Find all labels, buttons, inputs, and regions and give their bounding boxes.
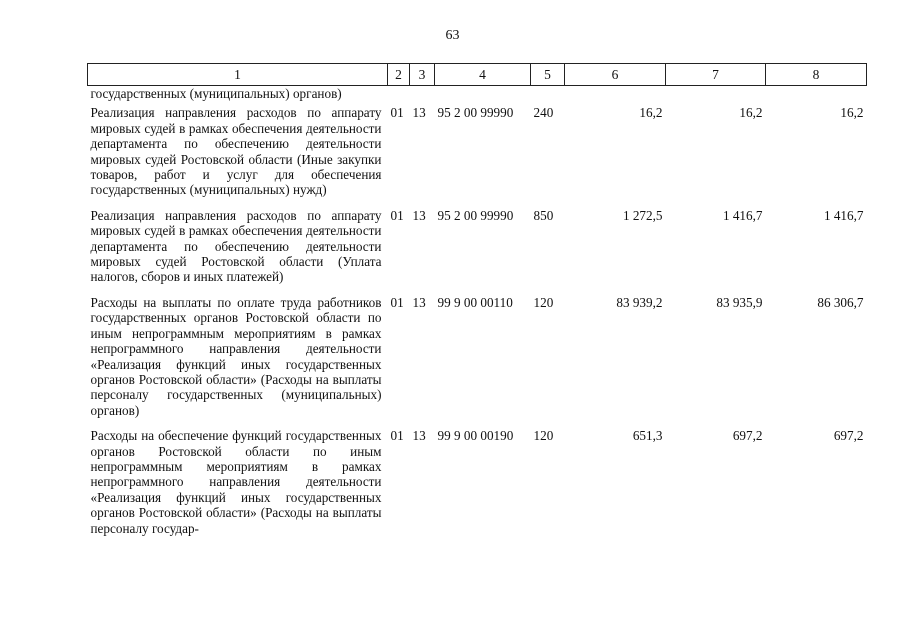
row-subsection: 13 <box>412 428 426 444</box>
continuation-row <box>88 86 867 102</box>
row-subsection: 13 <box>412 294 426 310</box>
row-amount-8: 86 306,7 <box>817 294 864 310</box>
budget-table <box>87 63 867 542</box>
row-expense-type: 850 <box>533 207 554 223</box>
table-row <box>88 291 867 424</box>
header-col-2: 2 <box>388 64 410 86</box>
row-section: 01 <box>390 294 404 310</box>
row-amount-7: 83 935,9 <box>716 294 763 310</box>
row-target-code: 99 9 00 00190 <box>437 428 514 444</box>
row-section: 01 <box>390 428 404 444</box>
table-row <box>88 101 867 203</box>
row-expense-type: 120 <box>533 294 554 310</box>
row-amount-8: 697,2 <box>833 428 864 444</box>
row-amount-8: 1 416,7 <box>823 207 864 223</box>
row-amount-7: 697,2 <box>732 428 763 444</box>
table-row <box>88 424 867 542</box>
header-col-3: 3 <box>410 64 435 86</box>
row-target-code: 95 2 00 99990 <box>437 207 514 223</box>
header-col-1: 1 <box>88 64 388 86</box>
header-col-6: 6 <box>565 64 666 86</box>
continuation-text: государственных (муниципальных) органов) <box>90 86 342 101</box>
row-target-code: 99 9 00 00110 <box>437 294 513 310</box>
row-amount-8: 16,2 <box>840 105 864 121</box>
row-subsection: 13 <box>412 105 426 121</box>
row-description: Расходы на выплаты по оплате труда работников государственных органов Ростовской области по иным непрограммным мероприятиям в рамках непрограммного направления деятельности «Реализация функций иных государственных органов Ростовской области» (Расходы на выплаты персоналу государственных (муниципальных) органов) <box>90 294 382 418</box>
header-row <box>88 64 867 86</box>
row-section: 01 <box>390 207 404 223</box>
row-amount-7: 16,2 <box>739 105 763 121</box>
header-col-8: 8 <box>766 64 867 86</box>
row-description: Реализация направления расходов по аппарату мировых судей в рамках обеспечения деятельности департамента по обеспечению деятельности мировых судей Ростовской области (Иные закупки товаров, работ и услуг для обеспечения государственных (муниципальных) нужд) <box>90 105 382 198</box>
page-number: 63 <box>445 28 460 43</box>
row-amount-6: 83 939,2 <box>616 294 663 310</box>
header-col-7: 7 <box>666 64 766 86</box>
row-expense-type: 120 <box>533 428 554 444</box>
row-amount-6: 16,2 <box>639 105 663 121</box>
header-col-5: 5 <box>531 64 565 86</box>
table-row <box>88 204 867 291</box>
row-amount-6: 651,3 <box>632 428 663 444</box>
row-amount-6: 1 272,5 <box>622 207 663 223</box>
row-section: 01 <box>390 105 404 121</box>
row-target-code: 95 2 00 99990 <box>437 105 514 121</box>
row-description: Реализация направления расходов по аппарату мировых судей в рамках обеспечения деятельности департамента по обеспечению деятельности мировых судей Ростовской области (Уплата налогов, сборов и иных платежей) <box>90 207 382 285</box>
header-col-4: 4 <box>435 64 531 86</box>
row-description: Расходы на обеспечение функций государственных органов Ростовской области по иным непрограммным мероприятиям в рамках непрограммного направления деятельности «Реализация функций иных государственных органов Ростовской области» (Расходы на выплаты персоналу государ- <box>90 428 382 536</box>
row-expense-type: 240 <box>533 105 554 121</box>
row-subsection: 13 <box>412 207 426 223</box>
row-amount-7: 1 416,7 <box>722 207 763 223</box>
